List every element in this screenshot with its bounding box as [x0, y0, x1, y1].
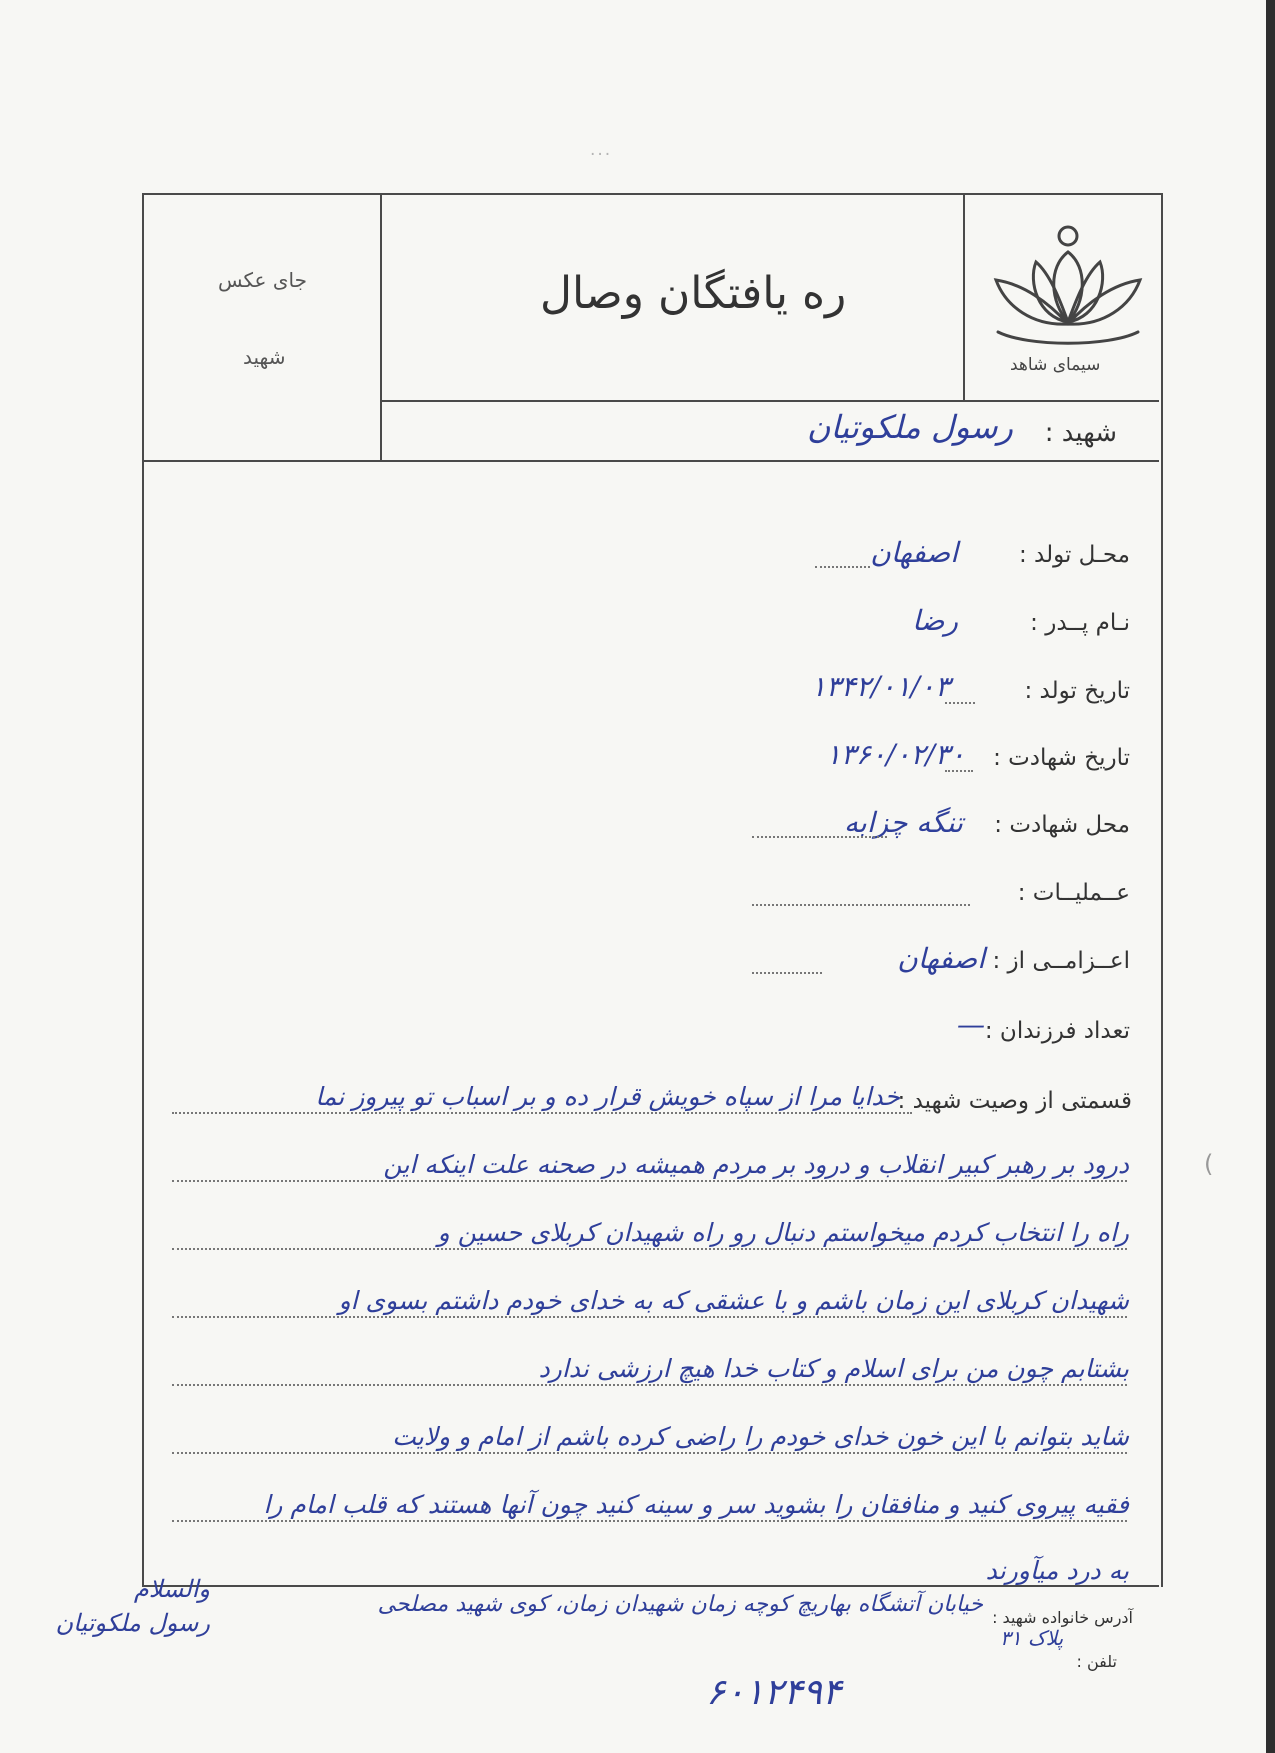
dotted-line [752, 904, 970, 906]
photo-placeholder-label-2: شهید [243, 345, 286, 369]
will-line-7: فقیه پیروی کنید و منافقان را بشوید سر و سینه کنید چون آنها هستند که قلب امام را [263, 1490, 1129, 1519]
will-line-3: راه را انتخاب کردم میخواستم دنبال رو راه شهیدان کربلای حسین و [437, 1218, 1129, 1247]
will-line-2: درود بر رهبر کبیر انقلاب و درود بر مردم همیشه در صحنه علت اینکه این [383, 1150, 1129, 1179]
field-value-dispatched-from: اصفهان [897, 942, 985, 975]
martyr-name-handwritten: رسول ملکوتیان [807, 408, 1013, 446]
field-label: تاریخ تولد : [1024, 678, 1130, 704]
field-operation [1018, 880, 1130, 920]
will-line-1: خدایا مرا از سپاه خویش قرار ده و بر اسباب تو پیروز نما [315, 1082, 900, 1111]
field-children-count [985, 1018, 1130, 1058]
dotted-line [752, 972, 822, 974]
field-label: عــمليــات : [1017, 880, 1130, 906]
dotted-line [172, 1180, 1127, 1182]
faint-header-text: ... [590, 140, 613, 160]
dotted-line [752, 836, 887, 838]
dotted-line [172, 1316, 1127, 1318]
dotted-line [945, 702, 975, 704]
address-value-handwritten-2: پلاک ۳۱ [1000, 1626, 1064, 1650]
martyr-label: شهید : [1044, 418, 1117, 448]
field-value-father-name: رضا [912, 604, 958, 637]
signature-line-1: والسلام [133, 1575, 210, 1603]
header-bottom-divider [142, 460, 1159, 462]
logo-box-divider [963, 193, 965, 401]
page-title: ره یافتگان وصال [540, 268, 847, 319]
will-line-5: بشتابم چون من برای اسلام و کتاب خدا هیچ ارزشی ندارد [538, 1354, 1129, 1383]
field-value-martyrdom-date: ۱۳۶۰/۰۲/۳۰ [825, 738, 965, 771]
signature-line-2: رسول ملکوتیان [55, 1609, 210, 1637]
dotted-line [172, 1452, 1127, 1454]
field-value-birth-date: ۱۳۴۲/۰۱/۰۳ [810, 670, 950, 703]
field-value-birthplace: اصفهان [870, 536, 958, 569]
will-label: قسمتی از وصیت شهید : [897, 1088, 1132, 1114]
field-label: تاریخ شهادت : [993, 745, 1130, 771]
will-bottom-divider [142, 1585, 1159, 1587]
field-label: محل شهادت : [994, 812, 1130, 838]
photo-placeholder-label: جای عکس [218, 268, 307, 292]
dotted-line [945, 770, 973, 772]
title-row-divider [380, 400, 1159, 402]
field-martyrdom-date [993, 745, 1130, 785]
phone-value-handwritten: ۶۰۱۲۴۹۴ [706, 1672, 842, 1713]
will-line-6: شاید بتوانم با این خون خدای خودم را راضی کرده باشم از امام و ولایت [392, 1422, 1129, 1451]
field-label: محـل تولد : [1018, 542, 1130, 568]
scan-mark: ( [1204, 1150, 1214, 1178]
field-label: اعــزامــی از : [992, 948, 1130, 974]
will-line-8: به درد میآورند [985, 1556, 1129, 1585]
logo-caption: سیمای شاهد [1010, 355, 1101, 375]
field-birth-date [1025, 678, 1131, 718]
field-martyrdom-place [994, 812, 1130, 852]
address-label: آدرس خانواده شهید : [992, 1608, 1133, 1627]
field-label: نـام پــدر : [1030, 610, 1130, 636]
field-birthplace [1019, 542, 1130, 582]
field-value-children-count: — [957, 1008, 985, 1041]
signature-handwritten [10, 1572, 210, 1640]
dotted-line [172, 1384, 1127, 1386]
field-label: تعداد فرزندان : [984, 1018, 1130, 1044]
dotted-line [172, 1112, 912, 1114]
will-line-4: شهیدان کربلای این زمان باشم و با عشقی که به خدای خودم داشتم بسوی او [338, 1286, 1129, 1315]
field-father-name [1030, 610, 1130, 650]
scan-edge [1266, 0, 1275, 1753]
field-dispatched-from [992, 948, 1130, 988]
dotted-line [172, 1520, 1127, 1522]
address-value-handwritten: خیابان آتشگاه بهاریچ کوچه زمان شهیدان زمان، کوی شهید مصلحی [377, 1592, 983, 1617]
lotus-flower-icon [988, 222, 1148, 350]
dotted-line [815, 566, 870, 568]
photo-box-divider [380, 193, 382, 461]
field-value-martyrdom-place: تنگه چزابه [844, 806, 963, 839]
phone-label: تلفن : [1076, 1652, 1117, 1671]
dotted-line [172, 1248, 1127, 1250]
